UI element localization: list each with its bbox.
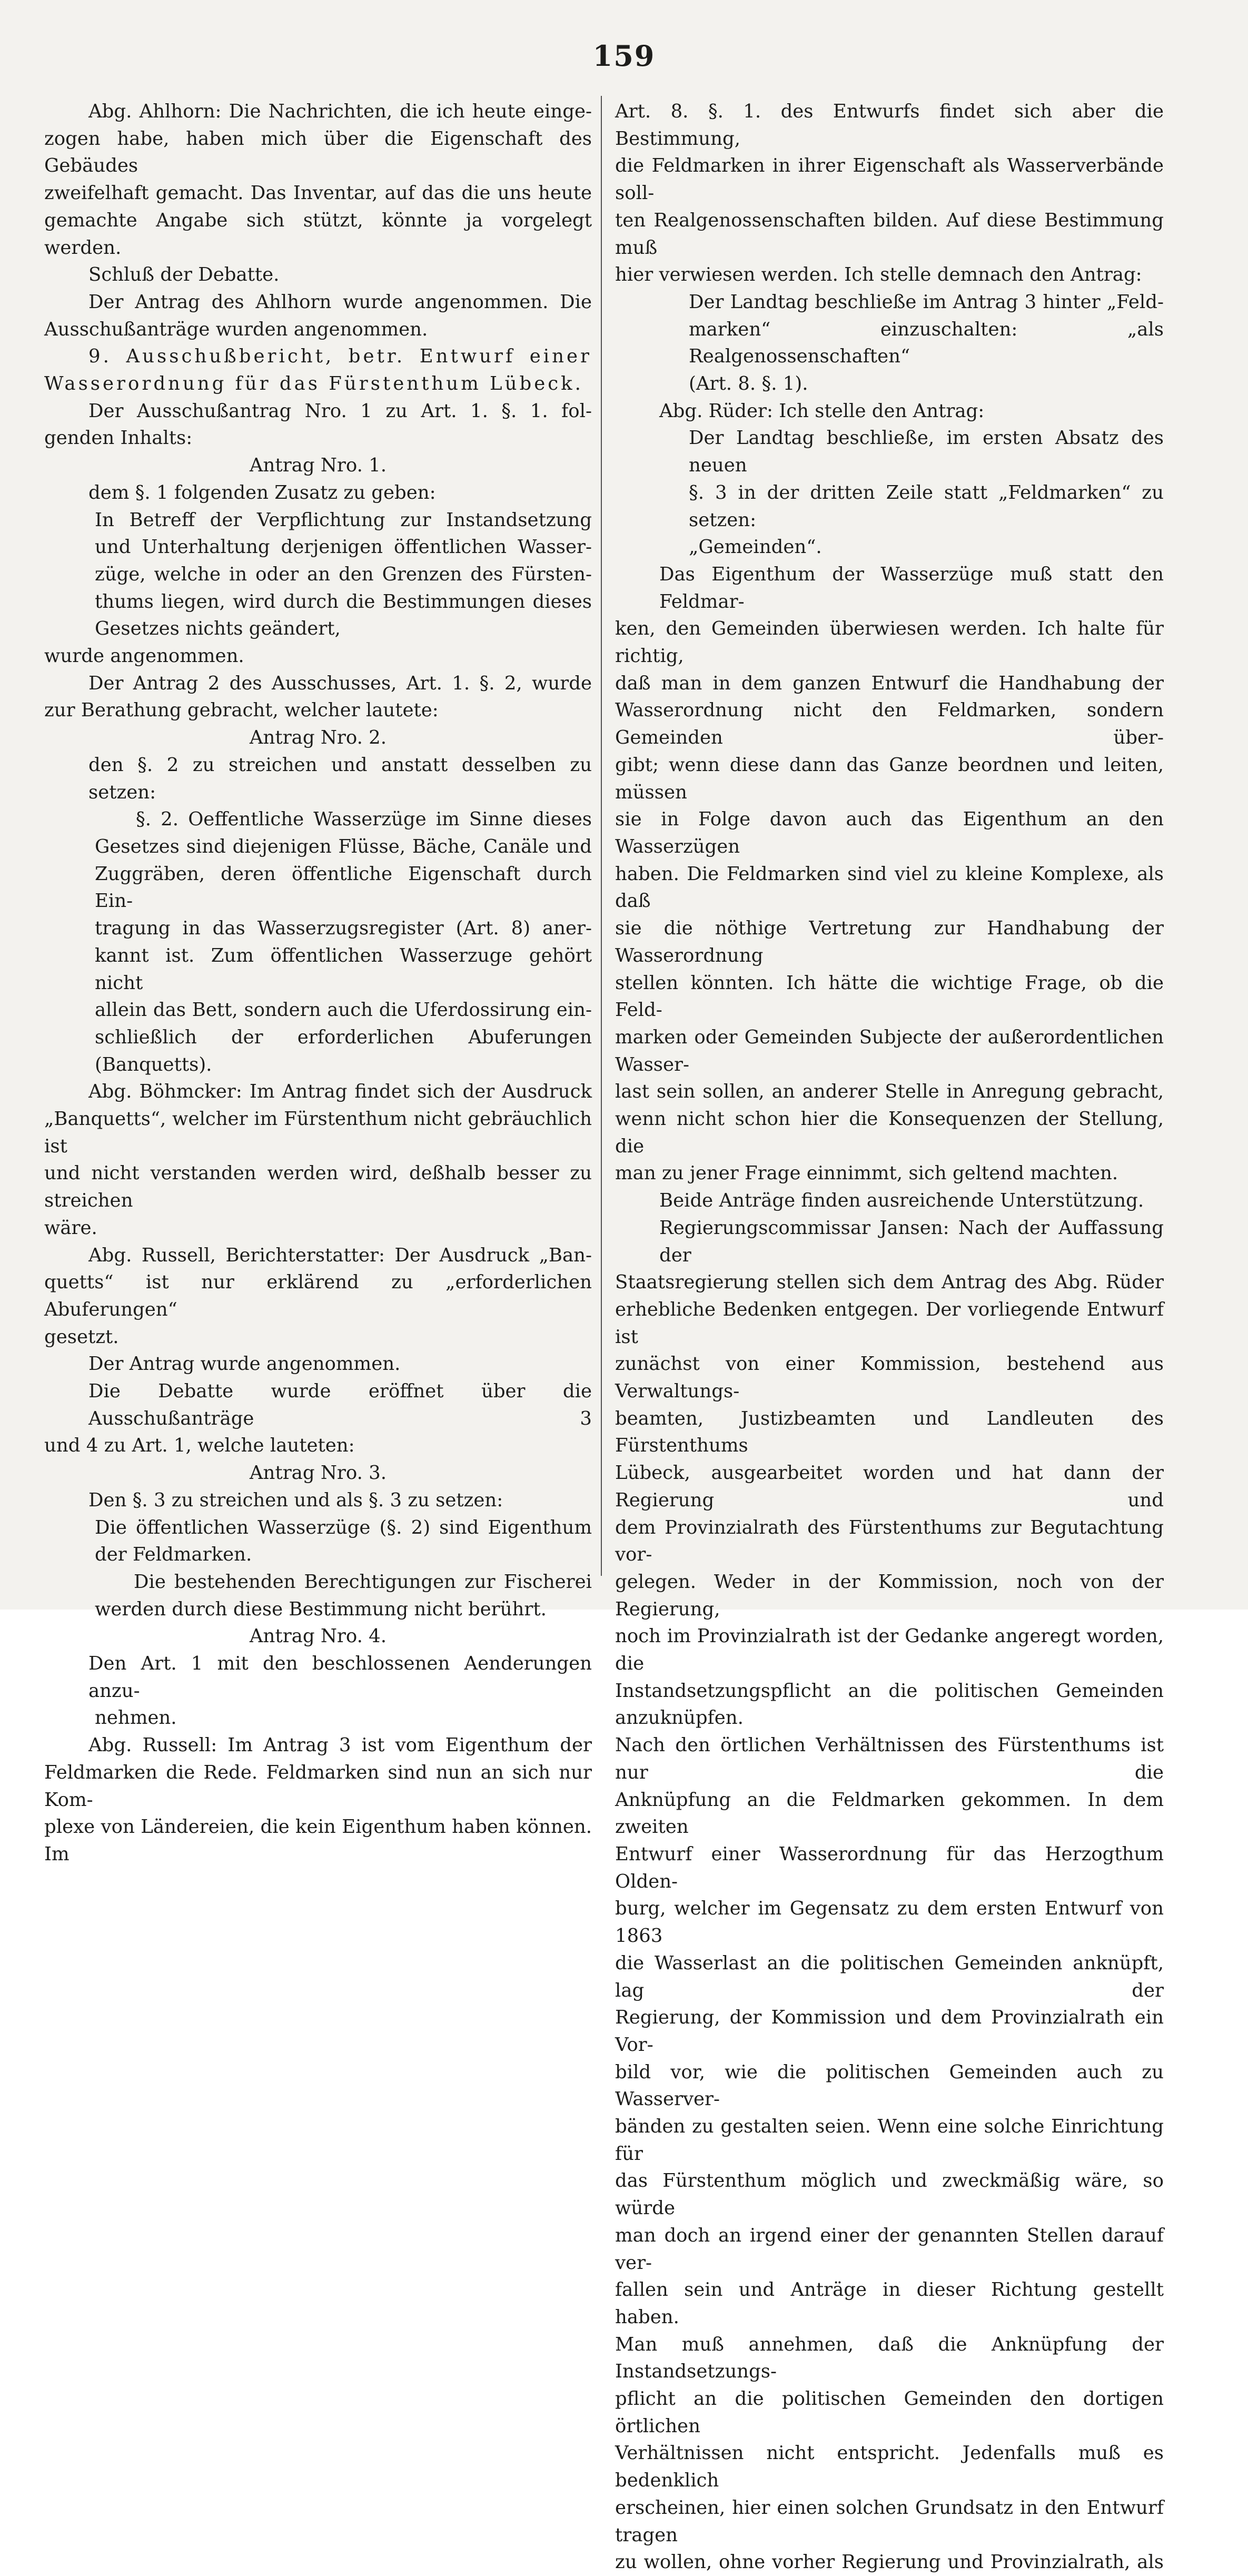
right-text-line: Entwurf einer Wasserordnung für das Herzogthum Olden- xyxy=(615,1843,1164,1892)
left-text-line: werden durch diese Bestimmung nicht berührt. xyxy=(95,1598,547,1620)
left-text-line: und 4 zu Art. 1, welche lauteten: xyxy=(44,1435,355,1457)
right-text-line: Regierung, der Kommission und dem Provinzialrath ein Vor- xyxy=(615,2007,1164,2056)
left-text-line: 9. Ausschußbericht, betr. Entwurf einer xyxy=(88,346,592,368)
right-text-line: gibt; wenn diese dann das Ganze beordnen und leiten, müssen xyxy=(615,754,1164,803)
left-text-line: und Unterhaltung derjenigen öffentlichen Wasser- xyxy=(95,536,592,558)
left-text-line: zogen habe, haben mich über die Eigenschaft des Gebäudes xyxy=(44,127,592,177)
right-text-line: man doch an irgend einer der genannten Stellen darauf ver- xyxy=(615,2224,1164,2274)
right-text-line: daß man in dem ganzen Entwurf die Handhabung der xyxy=(615,672,1164,694)
right-text-line: Regierungscommissar Jansen: Nach der Auffassung der xyxy=(659,1217,1164,1266)
right-text-line: stellen könnten. Ich hätte die wichtige Frage, ob die Feld- xyxy=(615,972,1164,1021)
right-text-line: Verhältnissen nicht entspricht. Jedenfalls muß es bedenklich xyxy=(615,2442,1164,2492)
right-text-line: zu wollen, ohne vorher Regierung und Provinzialrath, als xyxy=(615,2551,1164,2573)
left-text-line: tragung in das Wasserzugsregister (Art. 8) aner- xyxy=(95,917,592,940)
left-text-line: Abg. Ahlhorn: Die Nachrichten, die ich heute einge- xyxy=(88,101,592,122)
left-text-line: Abg. Russell, Berichterstatter: Der Ausdruck „Ban- xyxy=(88,1244,592,1266)
right-text-line: marken oder Gemeinden Subjecte der außerordentlichen Wasser- xyxy=(615,1026,1164,1075)
left-text-line: Der Antrag wurde angenommen. xyxy=(88,1353,401,1375)
left-text-line: wäre. xyxy=(44,1217,97,1239)
left-text-line: Der Antrag des Ahlhorn wurde angenommen. Die xyxy=(88,291,592,313)
right-text-line: Art. 8. §. 1. des Entwurfs findet sich aber die Bestimmung, xyxy=(615,101,1164,150)
right-text-line: erhebliche Bedenken entgegen. Der vorliegende Entwurf ist xyxy=(615,1298,1164,1348)
right-text-line: Anknüpfung an die Feldmarken gekommen. In dem zweiten xyxy=(615,1789,1164,1838)
left-text-line: plexe von Ländereien, die kein Eigenthum haben können. Im xyxy=(44,1816,592,1865)
right-text-line: hier verwiesen werden. Ich stelle demnach den Antrag: xyxy=(615,264,1142,286)
right-text-line: ken, den Gemeinden überwiesen werden. Ich halte für richtig, xyxy=(615,618,1164,667)
right-text-line: Nach den örtlichen Verhältnissen des Fürstenthums ist nur die xyxy=(615,1734,1164,1783)
left-text-line: gemachte Angabe sich stützt, könnte ja vorgelegt werden. xyxy=(44,209,592,259)
left-text-line: allein das Bett, sondern auch die Uferdossirung ein- xyxy=(95,999,592,1021)
left-text-line: Der Ausschußantrag Nro. 1 zu Art. 1. §. 1. fol- xyxy=(88,400,592,422)
left-text-line: gesetzt. xyxy=(44,1326,119,1348)
left-text-line: Die Debatte wurde eröffnet über die Ausschußanträge 3 xyxy=(88,1380,592,1429)
left-text-line: Zuggräben, deren öffentliche Eigenschaft durch Ein- xyxy=(95,863,592,912)
right-text-line: Der Landtag beschließe im Antrag 3 hinter „Feld- xyxy=(689,291,1164,313)
left-text-line: Feldmarken die Rede. Feldmarken sind nun an sich nur Kom- xyxy=(44,1761,592,1811)
left-text-line: Die bestehenden Berechtigungen zur Fischerei xyxy=(134,1571,592,1593)
right-text-line: Lübeck, ausgearbeitet worden und hat dann der Regierung und xyxy=(615,1462,1164,1511)
left-text-line: zur Berathung gebracht, welcher lautete: xyxy=(44,699,439,722)
right-text-line: das Fürstenthum möglich und zweckmäßig wäre, so würde xyxy=(615,2170,1164,2219)
right-text-line: §. 3 in der dritten Zeile statt „Feldmarken“ zu setzen: xyxy=(689,481,1164,531)
right-text-line: dem Provinzialrath des Fürstenthums zur Begutachtung vor- xyxy=(615,1516,1164,1566)
left-text-line: In Betreff der Verpflichtung zur Instandsetzung xyxy=(95,509,592,531)
left-text-line: züge, welche in oder an den Grenzen des Fürsten- xyxy=(95,563,592,585)
left-text-line: Den §. 3 zu streichen und als §. 3 zu setzen: xyxy=(88,1489,503,1511)
left-text-line: schließlich der erforderlichen Abuferungen (Banquetts). xyxy=(95,1026,592,1075)
right-text-line: bild vor, wie die politischen Gemeinden auch zu Wasserver- xyxy=(615,2061,1164,2110)
right-text-line: marken“ einzuschalten: „als Realgenossenschaften“ xyxy=(689,318,1164,368)
right-text-line: Der Landtag beschließe, im ersten Absatz des neuen xyxy=(689,427,1164,477)
right-text-line: haben. Die Feldmarken sind viel zu kleine Komplexe, als daß xyxy=(615,863,1164,912)
column-divider xyxy=(601,96,602,1576)
left-text-line: Ausschußanträge wurden angenommen. xyxy=(44,318,428,340)
left-text-line: thums liegen, wird durch die Bestimmungen dieses xyxy=(95,590,592,613)
left-text-line: nehmen. xyxy=(95,1707,177,1729)
right-text-line: erscheinen, hier einen solchen Grundsatz in den Entwurf tragen xyxy=(615,2496,1164,2546)
right-text-line: „Gemeinden“. xyxy=(689,536,822,558)
left-text-line: der Feldmarken. xyxy=(95,1544,252,1566)
right-text-line: burg, welcher im Gegensatz zu dem ersten Entwurf von 1863 xyxy=(615,1898,1164,1947)
left-text-line: Abg. Böhmcker: Im Antrag findet sich der Ausdruck xyxy=(88,1081,592,1103)
left-text-line: zweifelhaft gemacht. Das Inventar, auf das die uns heute xyxy=(44,182,592,204)
left-text-line: Gesetzes sind diejenigen Flüsse, Bäche, Canäle und xyxy=(95,835,592,857)
left-text-line: wurde angenommen. xyxy=(44,645,244,667)
left-column xyxy=(44,98,592,1868)
right-text-line: Wasserordnung nicht den Feldmarken, sondern Gemeinden über- xyxy=(615,699,1164,749)
right-text-line: Staatsregierung stellen sich dem Antrag des Abg. Rüder xyxy=(615,1271,1164,1294)
right-text-line: Abg. Rüder: Ich stelle den Antrag: xyxy=(659,400,985,422)
left-text-line: den §. 2 zu streichen und anstatt desselben zu setzen: xyxy=(88,754,592,803)
right-text-line: beamten, Justizbeamten und Landleuten des Fürstenthums xyxy=(615,1407,1164,1457)
right-text-line: gelegen. Weder in der Kommission, noch von der Regierung, xyxy=(615,1571,1164,1620)
right-text-line: zunächst von einer Kommission, bestehend aus Verwaltungs- xyxy=(615,1353,1164,1403)
left-text-line: „Banquetts“, welcher im Fürstenthum nicht gebräuchlich ist xyxy=(44,1108,592,1157)
left-text-line: dem §. 1 folgenden Zusatz zu geben: xyxy=(88,481,436,504)
left-text-line: Gesetzes nichts geändert, xyxy=(95,618,341,640)
left-text-line: Antrag Nro. 1. xyxy=(249,455,387,477)
right-text-line: bänden zu gestalten seien. Wenn eine solche Einrichtung für xyxy=(615,2116,1164,2165)
left-text-line: Schluß der Debatte. xyxy=(88,264,280,286)
left-text-line: Der Antrag 2 des Ausschusses, Art. 1. §. 2, wurde xyxy=(88,672,592,694)
right-text-line: die Wasserlast an die politischen Gemeinden anknüpft, lag der xyxy=(615,1952,1164,2001)
left-text-line: Antrag Nro. 4. xyxy=(249,1625,387,1647)
left-text-line: quetts“ ist nur erklärend zu „erforderlichen Abuferungen“ xyxy=(44,1271,592,1320)
left-text-line: und nicht verstanden werden wird, deßhalb besser zu streichen xyxy=(44,1162,592,1212)
left-text-line: kannt ist. Zum öffentlichen Wasserzuge gehört nicht xyxy=(95,944,592,994)
left-text-line: genden Inhalts: xyxy=(44,427,193,449)
right-text-line: wenn nicht schon hier die Konsequenzen der Stellung, die xyxy=(615,1108,1164,1157)
left-text-line: Wasserordnung für das Fürstenthum Lübeck. xyxy=(44,373,583,395)
right-text-line: man zu jener Frage einnimmt, sich geltend machten. xyxy=(615,1162,1118,1185)
right-text-line: Instandsetzungspflicht an die politischen Gemeinden anzuknüpfen. xyxy=(615,1680,1164,1729)
right-text-line: Das Eigenthum der Wasserzüge muß statt den Feldmar- xyxy=(659,563,1164,613)
right-text-line: last sein sollen, an anderer Stelle in Anregung gebracht, xyxy=(615,1081,1164,1103)
right-text-line: pflicht an die politischen Gemeinden den dortigen örtlichen xyxy=(615,2388,1164,2437)
left-text-line: §. 2. Oeffentliche Wasserzüge im Sinne dieses xyxy=(136,808,592,831)
right-column xyxy=(615,98,1164,2576)
left-text-line: Abg. Russell: Im Antrag 3 ist vom Eigenthum der xyxy=(88,1734,592,1756)
left-text-line: Antrag Nro. 3. xyxy=(249,1462,387,1484)
left-text-line: Die öffentlichen Wasserzüge (§. 2) sind Eigenthum xyxy=(95,1516,592,1538)
page-number: 159 xyxy=(592,39,656,73)
right-text-line: ten Realgenossenschaften bilden. Auf diese Bestimmung muß xyxy=(615,209,1164,259)
right-text-line: Man muß annehmen, daß die Anknüpfung der Instandsetzungs- xyxy=(615,2333,1164,2383)
right-text-line: noch im Provinzialrath ist der Gedanke angeregt worden, die xyxy=(615,1625,1164,1675)
right-text-line: Beide Anträge finden ausreichende Unterstützung. xyxy=(659,1190,1144,1212)
right-text-line: (Art. 8. §. 1). xyxy=(689,373,808,395)
left-text-line: Antrag Nro. 2. xyxy=(249,727,387,749)
right-text-line: sie die nöthige Vertretung zur Handhabung der Wasserordnung xyxy=(615,917,1164,966)
left-text-line: Den Art. 1 mit den beschlossenen Aenderungen anzu- xyxy=(88,1653,592,1702)
right-text-line: die Feldmarken in ihrer Eigenschaft als Wasserverbände soll- xyxy=(615,155,1164,204)
right-text-line: sie in Folge davon auch das Eigenthum an den Wasserzügen xyxy=(615,808,1164,857)
right-text-line: fallen sein und Anträge in dieser Richtung gestellt haben. xyxy=(615,2279,1164,2328)
